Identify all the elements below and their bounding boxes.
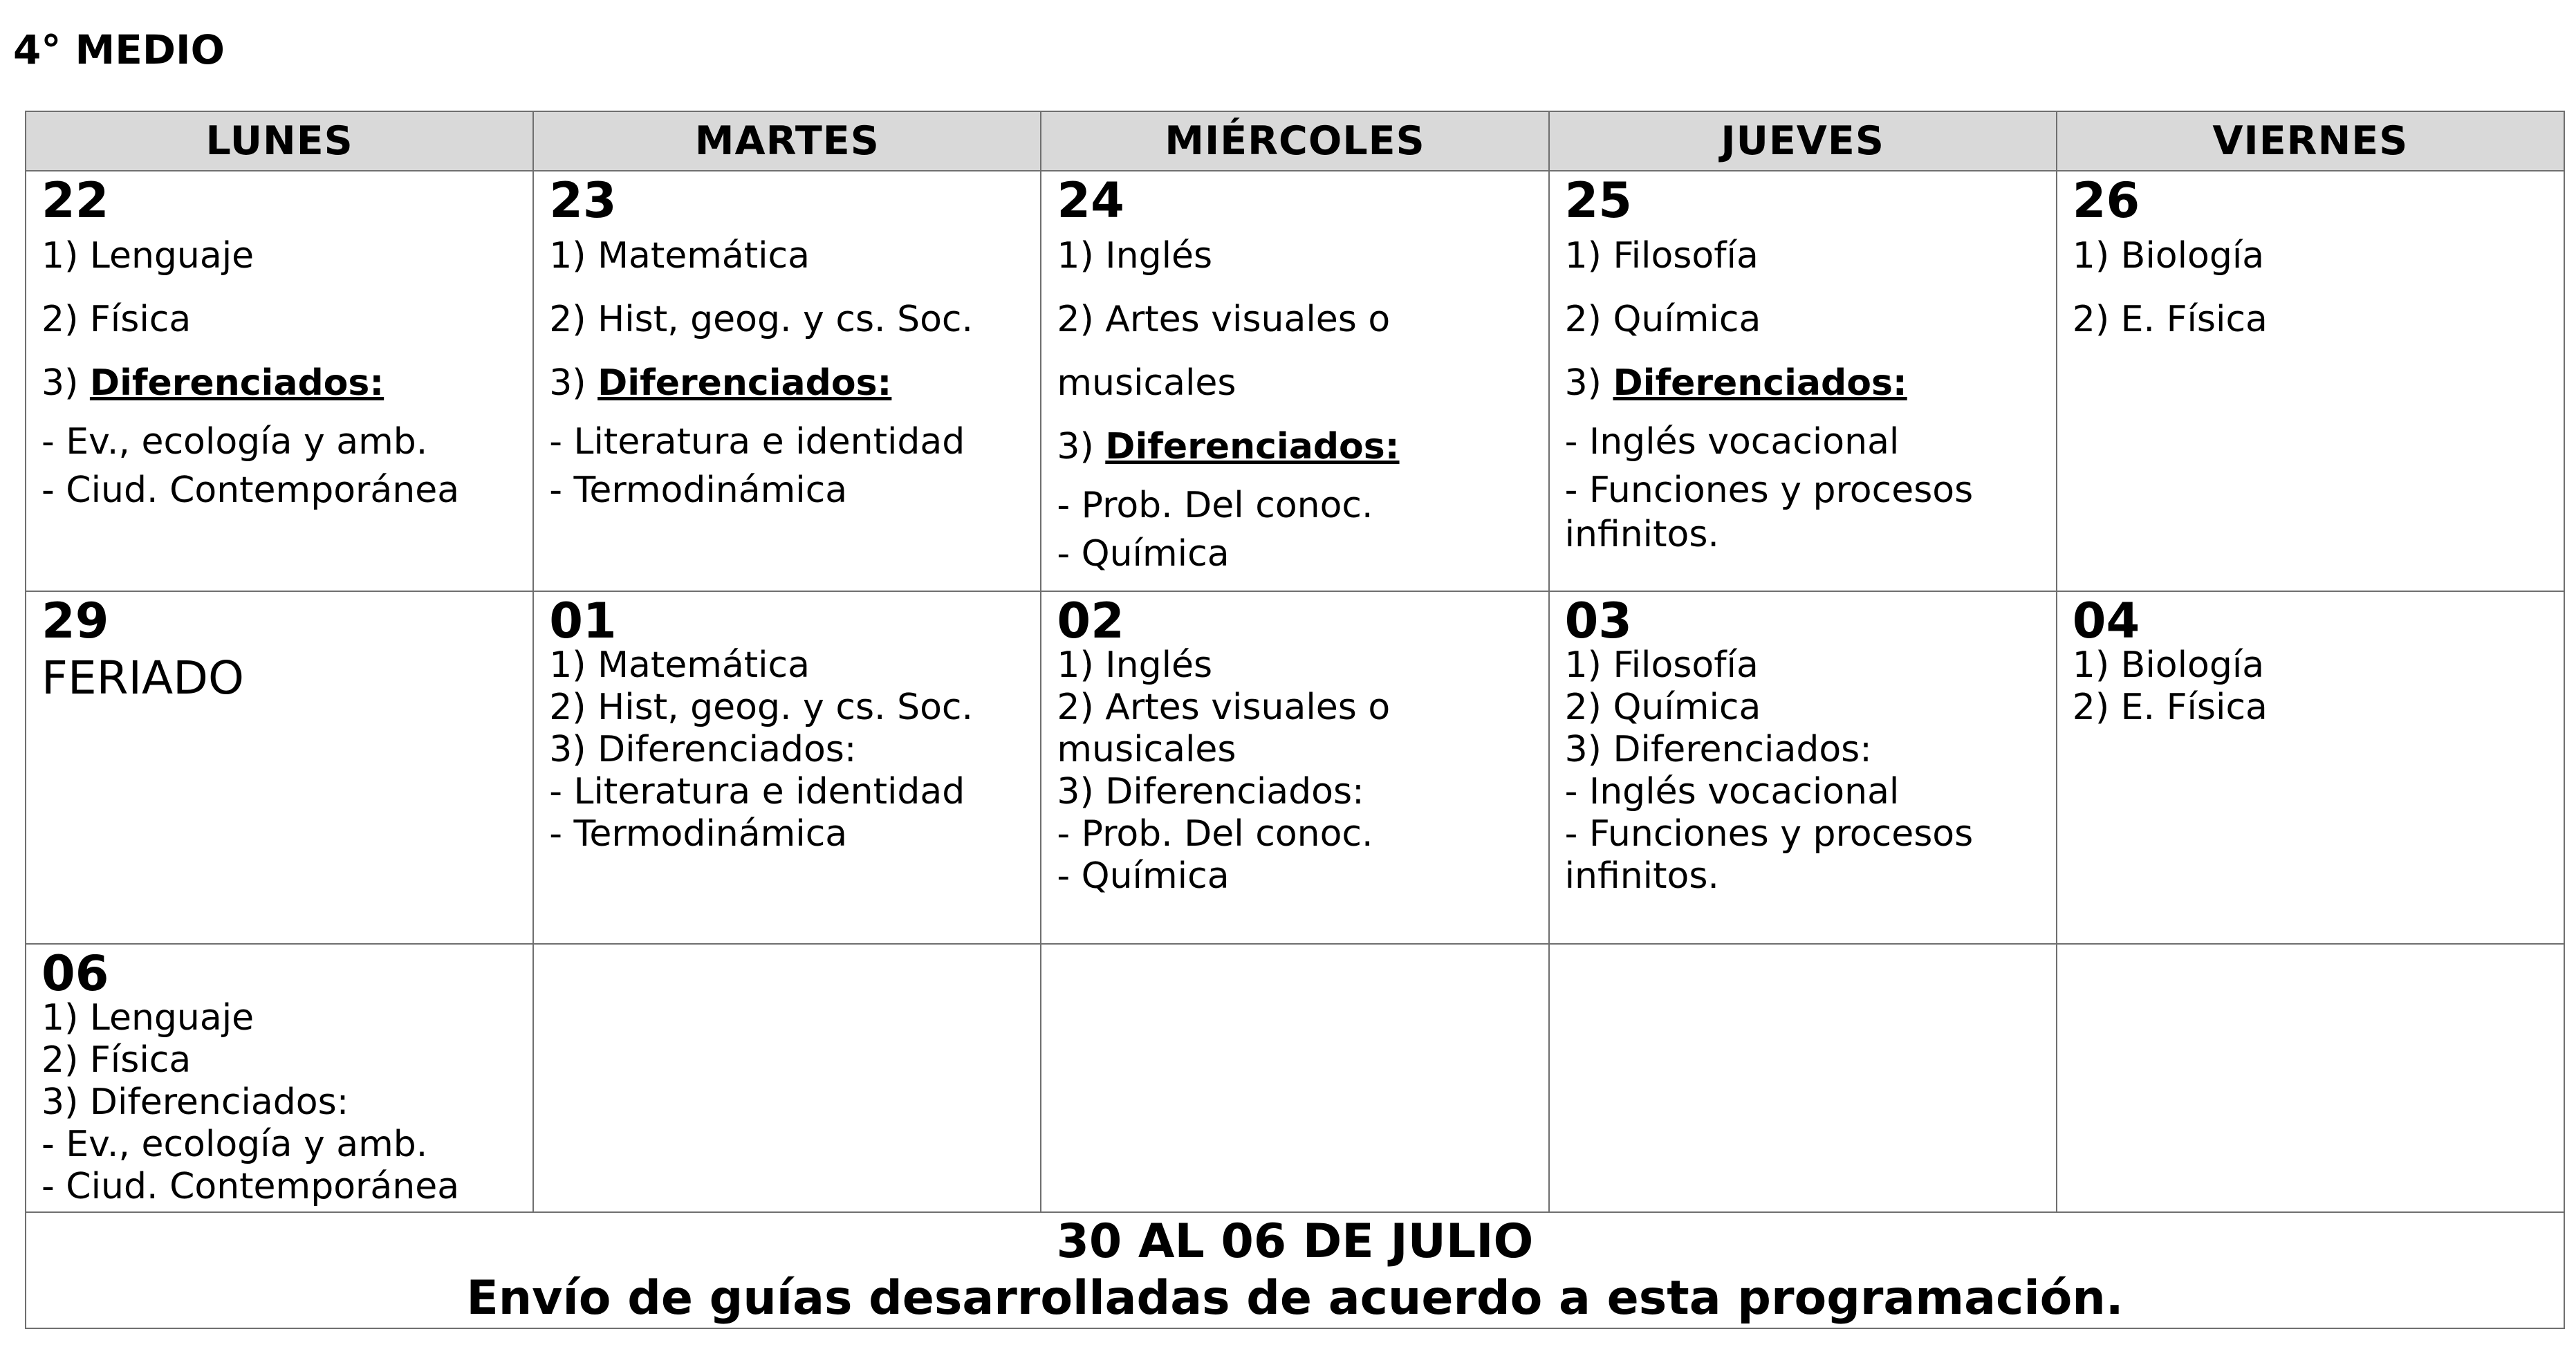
subject-item: 2) E. Física bbox=[2072, 299, 2268, 340]
elective-item: - Inglés vocacional bbox=[1564, 771, 1900, 812]
subject-item: 1) Lenguaje bbox=[41, 997, 254, 1039]
subject-item bbox=[1565, 351, 2048, 415]
subject-item: 1) Biología bbox=[2072, 235, 2265, 277]
footer-instructions: Envío de guías desarrolladas de acuerdo a esta programación. bbox=[466, 1271, 2124, 1326]
weekly-schedule-table bbox=[25, 111, 2565, 1329]
header-viernes: VIERNES bbox=[2057, 111, 2564, 171]
subject-item: 1) Biología bbox=[2072, 644, 2265, 686]
weekday-header-row bbox=[26, 111, 2564, 171]
day-number: 29 bbox=[41, 593, 109, 649]
day-cell-22 bbox=[26, 171, 533, 591]
diferenciados-label: Diferenciados: bbox=[1105, 426, 1400, 467]
day-cell-02 bbox=[1041, 591, 1548, 944]
elective-item: - Prob. Del conoc. bbox=[1057, 813, 1373, 855]
elective-item: - Química bbox=[1057, 533, 1230, 575]
elective-item-continued: infinitos. bbox=[1564, 855, 1719, 897]
day-number: 03 bbox=[1564, 593, 1632, 649]
item-prefix: 3) bbox=[549, 362, 598, 404]
elective-item: - Química bbox=[1057, 855, 1230, 897]
subject-item: 2) E. Física bbox=[2072, 687, 2268, 728]
diferenciados-label: Diferenciados: bbox=[1613, 362, 1907, 404]
subject-item: 1) Matemática bbox=[549, 644, 810, 686]
elective-item: - Prob. Del conoc. bbox=[1057, 485, 1373, 526]
day-cell-26 bbox=[2057, 171, 2564, 591]
week-1-row bbox=[26, 171, 2564, 591]
subject-item-continued: musicales bbox=[1057, 362, 1236, 404]
elective-item-continued: infinitos. bbox=[1564, 514, 1719, 555]
subject-item: 2) Química bbox=[1564, 299, 1761, 340]
empty-cell bbox=[1041, 944, 1548, 1212]
elective-item: - Termodinámica bbox=[549, 470, 848, 511]
day-number: 01 bbox=[549, 593, 617, 649]
day-number: 23 bbox=[549, 172, 617, 229]
day-number: 22 bbox=[41, 172, 109, 229]
footer-note bbox=[26, 1212, 2564, 1328]
subject-item bbox=[1057, 415, 1539, 479]
subject-item: 2) Artes visuales o bbox=[1057, 299, 1391, 340]
subject-item: 2) Química bbox=[1564, 687, 1761, 728]
subject-item bbox=[41, 351, 524, 415]
subject-item: 1) Lenguaje bbox=[41, 235, 254, 277]
day-cell-01 bbox=[533, 591, 1041, 944]
elective-item: - Inglés vocacional bbox=[1564, 421, 1900, 463]
day-cell-29 bbox=[26, 591, 533, 944]
elective-item: - Ev., ecología y amb. bbox=[41, 1124, 428, 1165]
diferenciados-label: Diferenciados: bbox=[89, 362, 384, 404]
elective-item: - Ciud. Contemporánea bbox=[41, 470, 460, 511]
elective-item: - Funciones y procesos bbox=[1564, 470, 1974, 511]
subject-item: 1) Filosofía bbox=[1564, 644, 1759, 686]
subject-item: 1) Filosofía bbox=[1564, 235, 1759, 277]
elective-item: - Ev., ecología y amb. bbox=[41, 421, 428, 463]
subject-item: 3) Diferenciados: bbox=[1564, 729, 1872, 770]
week-3-row bbox=[26, 944, 2564, 1212]
subject-item: 2) Física bbox=[41, 299, 192, 340]
empty-cell bbox=[1549, 944, 2057, 1212]
document-title: 4° MEDIO bbox=[13, 26, 225, 73]
day-number: 04 bbox=[2072, 593, 2140, 649]
elective-item: - Ciud. Contemporánea bbox=[41, 1166, 460, 1207]
elective-item: - Literatura e identidad bbox=[549, 421, 965, 463]
footer-date-range: 30 AL 06 DE JULIO bbox=[1056, 1214, 1534, 1269]
empty-cell bbox=[533, 944, 1041, 1212]
subject-item: 2) Hist, geog. y cs. Soc. bbox=[549, 687, 974, 728]
subject-item-continued: musicales bbox=[1057, 729, 1236, 770]
week-2-row bbox=[26, 591, 2564, 944]
day-number: 24 bbox=[1057, 172, 1124, 229]
footer-row bbox=[26, 1212, 2564, 1328]
subject-item: 2) Artes visuales o bbox=[1057, 687, 1391, 728]
elective-item: - Termodinámica bbox=[549, 813, 848, 855]
day-cell-23 bbox=[533, 171, 1041, 591]
subject-item: 3) Diferenciados: bbox=[549, 729, 857, 770]
subject-item bbox=[549, 351, 1032, 415]
diferenciados-label: Diferenciados: bbox=[597, 362, 892, 404]
subject-item: 1) Inglés bbox=[1057, 235, 1213, 277]
subject-item: 2) Física bbox=[41, 1039, 192, 1081]
empty-cell bbox=[2057, 944, 2564, 1212]
elective-item: - Funciones y procesos bbox=[1564, 813, 1974, 855]
subject-item: 1) Inglés bbox=[1057, 644, 1213, 686]
elective-item: - Literatura e identidad bbox=[549, 771, 965, 812]
day-number: 02 bbox=[1057, 593, 1124, 649]
day-cell-03 bbox=[1549, 591, 2057, 944]
item-prefix: 3) bbox=[41, 362, 90, 404]
day-cell-25 bbox=[1549, 171, 2057, 591]
header-lunes: LUNES bbox=[26, 111, 533, 171]
subject-item: 3) Diferenciados: bbox=[1057, 771, 1364, 812]
header-miercoles: MIÉRCOLES bbox=[1041, 111, 1548, 171]
day-number: 06 bbox=[41, 945, 109, 1002]
subject-item: 2) Hist, geog. y cs. Soc. bbox=[549, 299, 974, 340]
subject-item: 1) Matemática bbox=[549, 235, 810, 277]
header-martes: MARTES bbox=[533, 111, 1041, 171]
item-prefix: 3) bbox=[1057, 426, 1106, 467]
holiday-label: FERIADO bbox=[41, 651, 244, 705]
day-cell-06 bbox=[26, 944, 533, 1212]
day-cell-04 bbox=[2057, 591, 2564, 944]
header-jueves: JUEVES bbox=[1549, 111, 2057, 171]
item-prefix: 3) bbox=[1564, 362, 1613, 404]
day-cell-24 bbox=[1041, 171, 1548, 591]
day-number: 26 bbox=[2072, 172, 2140, 229]
subject-item: 3) Diferenciados: bbox=[41, 1081, 349, 1123]
day-number: 25 bbox=[1564, 172, 1632, 229]
